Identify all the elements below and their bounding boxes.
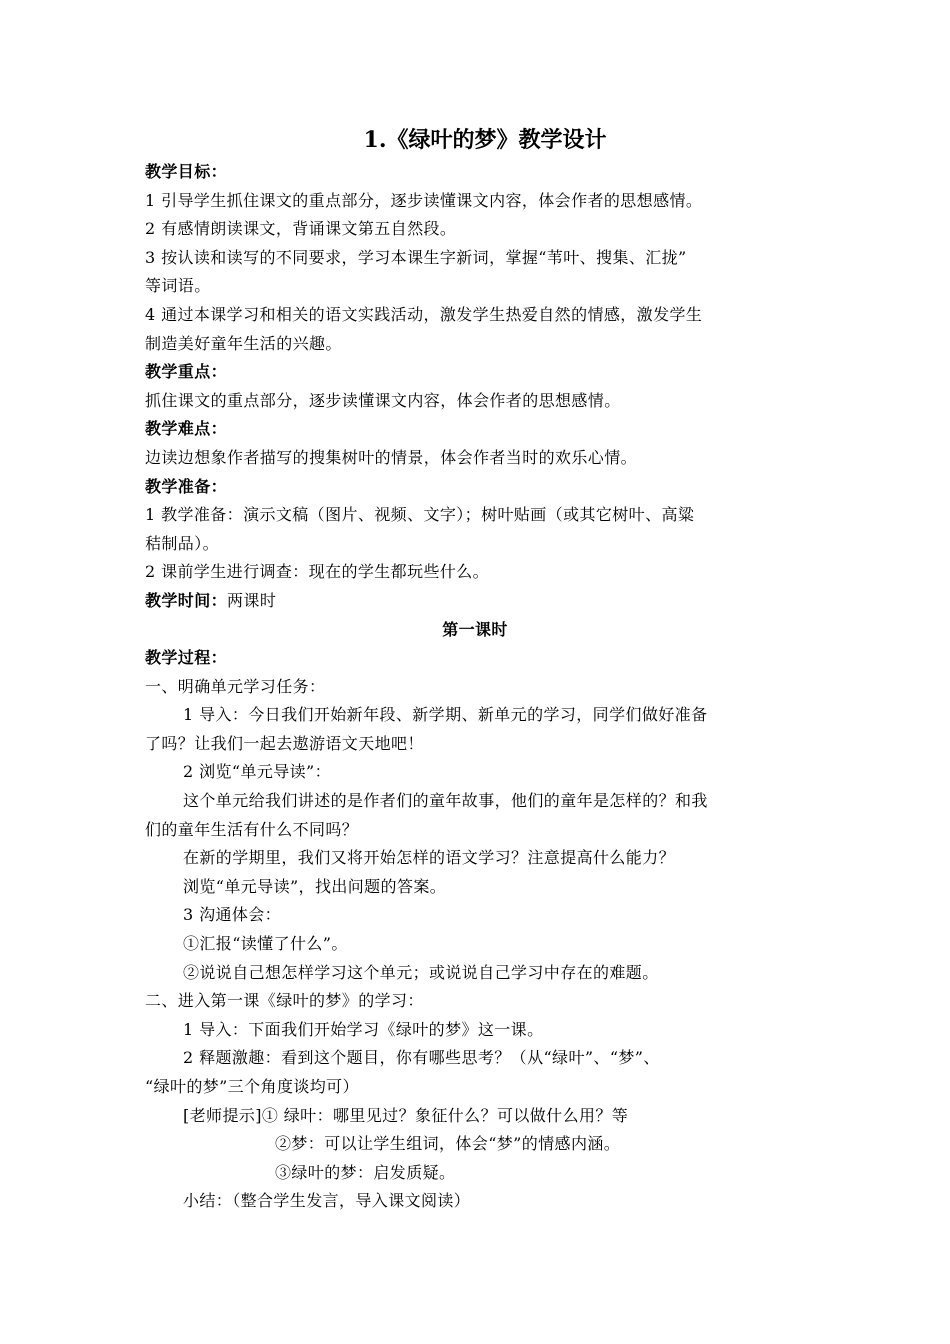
text-line: 3 按认读和读写的不同要求，学习本课生字新词，掌握“苇叶、搜集、汇拢” bbox=[145, 247, 687, 267]
section-heading: 教学目标： bbox=[145, 162, 228, 181]
text-line: 了吗？让我们一起去遨游语文天地吧！ bbox=[145, 733, 424, 753]
text-line: 1 导入：下面我们开始学习《绿叶的梦》这一课。 bbox=[183, 1019, 544, 1039]
text-line: 抓住课文的重点部分，逐步读懂课文内容，体会作者的思想感情。 bbox=[145, 390, 621, 410]
text-line: 1 引导学生抓住课文的重点部分，逐步读懂课文内容，体会作者的思想感情。 bbox=[145, 190, 703, 210]
document-page bbox=[145, 122, 805, 1216]
text-line: ③绿叶的梦：启发质疑。 bbox=[275, 1162, 456, 1182]
lesson-heading: 第一课时 bbox=[442, 619, 508, 639]
text-line: 1 教学准备：演示文稿（图片、视频、文字）；树叶贴画（或其它树叶、高粱 bbox=[145, 505, 695, 525]
text-line: 浏览“单元导读”，找出问题的答案。 bbox=[183, 876, 447, 896]
text-line: 4 通过本课学习和相关的语文实践活动，激发学生热爱自然的情感，激发学生 bbox=[145, 304, 703, 324]
text-line: 制造美好童年生活的兴趣。 bbox=[145, 333, 342, 353]
text-line: ②梦：可以让学生组词，体会“梦”的情感内涵。 bbox=[275, 1134, 621, 1154]
section-heading: 教学重点： bbox=[145, 362, 228, 382]
text-line bbox=[145, 587, 805, 616]
text-line: 2 浏览“单元导读”： bbox=[183, 762, 332, 782]
text-line: 等词语。 bbox=[145, 276, 211, 296]
section-heading: 教学时间： bbox=[145, 590, 228, 610]
section-heading: 教学难点： bbox=[145, 419, 228, 439]
text-line: 一、明确单元学习任务： bbox=[145, 676, 326, 696]
document-body bbox=[145, 158, 805, 1216]
text-line: 2 课前学生进行调查：现在的学生都玩些什么。 bbox=[145, 562, 490, 582]
text-line: 二、进入第一课《绿叶的梦》的学习： bbox=[145, 991, 424, 1011]
text-line: 秸制品）。 bbox=[145, 533, 220, 553]
text-line: ①汇报“读懂了什么”。 bbox=[183, 934, 348, 954]
text-line: 们的童年生活有什么不同吗？ bbox=[145, 819, 359, 839]
document-title: 1.《绿叶的梦》教学设计 bbox=[363, 127, 607, 153]
text-line: 小结：（整合学生发言，导入课文阅读） bbox=[183, 1191, 471, 1211]
section-heading: 教学过程： bbox=[145, 648, 228, 668]
text-line: 2 释题激趣：看到这个题目，你有哪些思考？（从“绿叶”、“梦”、 bbox=[183, 1048, 660, 1068]
text-line: 2 有感情朗读课文，背诵课文第五自然段。 bbox=[145, 219, 457, 239]
text-line: 3 沟通体会： bbox=[183, 905, 282, 925]
text-line: 在新的学期里，我们又将开始怎样的语文学习？注意提高什么能力？ bbox=[183, 848, 676, 868]
text-value: 两课时 bbox=[227, 590, 277, 610]
section-heading: 教学准备： bbox=[145, 476, 228, 496]
text-line: [老师提示]① 绿叶：哪里见过？象征什么？可以做什么用？等 bbox=[183, 1105, 629, 1125]
text-line: 1 导入：今日我们开始新年段、新学期、新单元的学习，同学们做好准备 bbox=[183, 705, 708, 725]
text-line: ②说说自己想怎样学习这个单元；或说说自己学习中存在的难题。 bbox=[183, 962, 659, 982]
text-line: 边读边想象作者描写的搜集树叶的情景，体会作者当时的欢乐心情。 bbox=[145, 447, 638, 467]
text-line: “绿叶的梦”三个角度谈均可） bbox=[145, 1077, 359, 1096]
text-line: 这个单元给我们讲述的是作者们的童年故事，他们的童年是怎样的？和我 bbox=[183, 791, 708, 811]
